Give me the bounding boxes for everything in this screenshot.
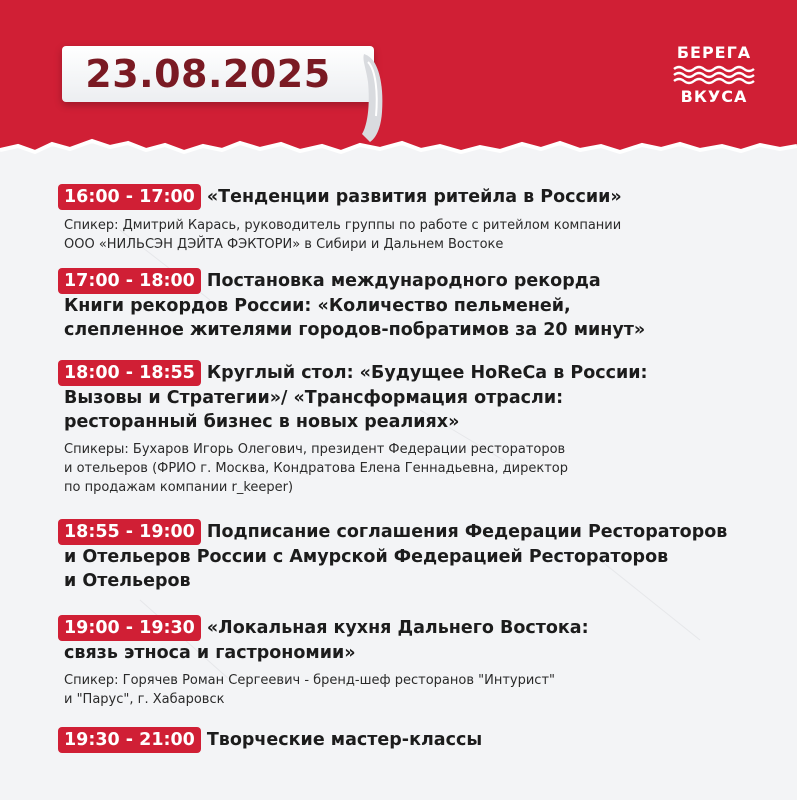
schedule-title-line: Вызовы и Стратегии»/ «Трансформация отрасли: bbox=[64, 388, 564, 408]
logo-line-bottom: ВКУСА bbox=[680, 87, 748, 106]
schedule-title-line: и Отельеров bbox=[64, 571, 191, 591]
brand-logo bbox=[672, 44, 756, 106]
speaker-line: Спикер: Дмитрий Карась, руководитель группы по работе с ритейлом компании bbox=[64, 218, 622, 233]
schedule-title-line bbox=[58, 360, 778, 386]
schedule-item bbox=[58, 184, 778, 254]
schedule-title: Постановка международного рекорда bbox=[206, 271, 601, 291]
speaker-line: и "Парус", г. Хабаровск bbox=[64, 692, 225, 707]
schedule-title: «Локальная кухня Дальнего Востока: bbox=[206, 618, 589, 638]
time-badge: 18:55 - 19:00 bbox=[58, 519, 201, 545]
schedule-title: «Тенденции развития ритейла в России» bbox=[206, 187, 622, 207]
schedule-title-line: Книги рекордов России: «Количество пельменей, bbox=[64, 296, 571, 316]
schedule-title: Подписание соглашения Федерации Рестораторов bbox=[206, 522, 728, 542]
time-badge: 16:00 - 17:00 bbox=[58, 184, 201, 210]
speaker-line: Спикеры: Бухаров Игорь Олегович, президент Федерации рестораторов bbox=[64, 442, 566, 457]
schedule-item bbox=[58, 519, 778, 593]
schedule-title-line bbox=[58, 184, 778, 210]
schedule-title: Круглый стол: «Будущее HoReCa в России: bbox=[206, 363, 648, 383]
speaker-line: Спикер: Горячев Роман Сергеевич - бренд-шеф ресторанов "Интурист" bbox=[64, 673, 556, 688]
curled-corner-icon bbox=[360, 54, 386, 142]
time-badge: 19:00 - 19:30 bbox=[58, 615, 201, 641]
schedule-item bbox=[58, 615, 778, 709]
schedule-item bbox=[58, 268, 778, 342]
schedule-item bbox=[58, 360, 778, 497]
schedule-title-line: слепленное жителями городов-побратимов за 20 минут» bbox=[64, 320, 646, 340]
time-badge: 19:30 - 21:00 bbox=[58, 727, 201, 753]
schedule-title-line bbox=[58, 727, 778, 753]
time-badge: 17:00 - 18:00 bbox=[58, 268, 201, 294]
schedule-list bbox=[58, 184, 778, 765]
speaker-line: по продажам компании r_keeper) bbox=[64, 480, 294, 495]
schedule-title-line: связь этноса и гастрономии» bbox=[64, 643, 356, 663]
schedule-item bbox=[58, 727, 778, 753]
waves-icon bbox=[672, 64, 756, 86]
speaker-line: и отельеров (ФРИО г. Москва, Кондратова Елена Геннадьевна, директор bbox=[64, 461, 568, 476]
schedule-title-line: ресторанный бизнес в новых реалиях» bbox=[64, 412, 460, 432]
schedule-title: Творческие мастер-классы bbox=[206, 730, 483, 750]
event-date: 23.08.2025 bbox=[85, 52, 331, 96]
date-tag bbox=[62, 46, 374, 102]
time-badge: 18:00 - 18:55 bbox=[58, 360, 201, 386]
speaker-line: ООО «НИЛЬСЭН ДЭЙТА ФЭКТОРИ» в Сибири и Дальнем Востоке bbox=[64, 237, 504, 252]
schedule-title-line: и Отельеров России с Амурской Федерацией Рестораторов bbox=[64, 547, 669, 567]
logo-line-top: БЕРЕГА bbox=[676, 43, 752, 62]
schedule-title-line bbox=[58, 268, 778, 294]
schedule-title-line bbox=[58, 519, 778, 545]
schedule-title-line bbox=[58, 615, 778, 641]
